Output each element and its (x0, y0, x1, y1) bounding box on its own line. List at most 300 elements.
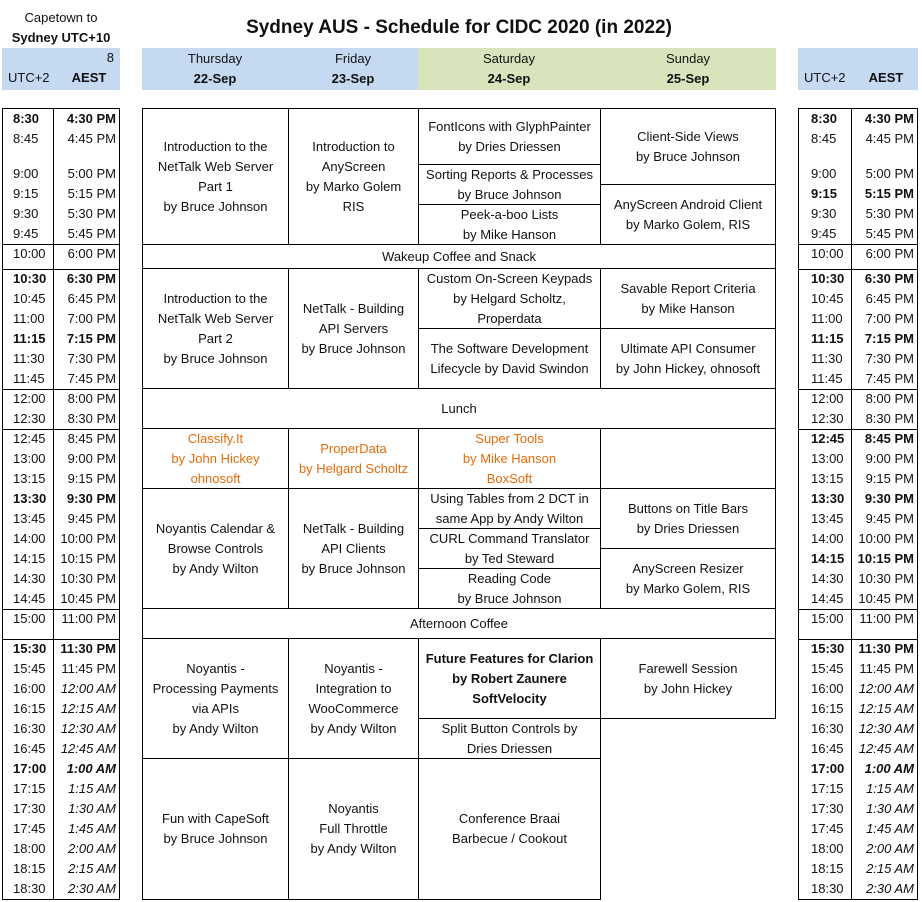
aest-time: 9:15 PM (865, 471, 914, 486)
utc-time: 17:15 (13, 781, 46, 796)
time-row (799, 819, 917, 839)
day-date: 22-Sep (193, 71, 237, 86)
utc-time: 9:00 (13, 166, 39, 181)
aest-time: 5:15 PM (67, 186, 116, 201)
time-row (3, 739, 119, 759)
session-card: Buttons on Title Bars by Dries Driessen (600, 488, 776, 549)
time-row (799, 639, 917, 659)
aest-time: 12:30 AM (60, 721, 116, 736)
aest-time: 2:15 AM (866, 861, 914, 876)
day-thursday (142, 49, 288, 89)
aest-time: 12:00 AM (60, 681, 116, 696)
time-row (799, 799, 917, 819)
utc-time: 14:30 (811, 571, 844, 586)
time-row (3, 449, 119, 469)
aest-time: 9:45 PM (865, 511, 914, 526)
utc-time: 12:00 (13, 391, 46, 406)
utc-time: 13:15 (13, 471, 46, 486)
time-separator (799, 639, 917, 640)
aest-time: 12:15 AM (858, 701, 914, 716)
utc-time: 15:45 (811, 661, 844, 676)
time-row (3, 759, 119, 779)
time-row (3, 309, 119, 329)
time-row (799, 469, 917, 489)
aest-time: 4:30 PM (864, 111, 914, 126)
time-row (799, 309, 917, 329)
time-row (799, 289, 917, 309)
time-row (3, 879, 119, 899)
time-row (799, 129, 917, 149)
time-row (799, 589, 917, 609)
time-separator (799, 244, 917, 245)
right-aest-label: AEST (868, 70, 904, 85)
session-card: Savable Report Criteria by Mike Hanson (600, 268, 776, 329)
aest-time: 9:15 PM (67, 471, 116, 486)
utc-time: 11:00 (13, 311, 45, 326)
aest-time: 1:30 AM (68, 801, 116, 816)
utc-time: 17:15 (811, 781, 844, 796)
time-row (3, 509, 119, 529)
aest-time: 6:30 PM (66, 271, 116, 286)
time-row (3, 529, 119, 549)
utc-time: 13:30 (13, 491, 47, 506)
time-row (3, 799, 119, 819)
utc-time: 18:00 (13, 841, 46, 856)
aest-time: 11:30 PM (60, 641, 116, 656)
utc-time: 18:15 (13, 861, 46, 876)
time-row (799, 409, 917, 429)
empty-slot (600, 428, 776, 489)
utc-time: 16:45 (811, 741, 844, 756)
left-time-column (2, 108, 120, 900)
aest-time: 5:30 PM (67, 206, 116, 221)
utc-time: 16:30 (811, 721, 844, 736)
utc-time: 18:00 (811, 841, 844, 856)
utc-time: 16:15 (13, 701, 46, 716)
aest-time: 8:00 PM (865, 391, 914, 406)
time-row (3, 699, 119, 719)
utc-time: 9:45 (13, 226, 39, 241)
utc-time: 12:30 (811, 411, 844, 426)
utc-time: 14:45 (13, 591, 46, 606)
session-card: Classify.It by John Hickey ohnosoft (142, 428, 289, 489)
aest-time: 10:00 PM (858, 531, 914, 546)
time-row (3, 429, 119, 449)
time-row (799, 164, 917, 184)
day-friday (288, 49, 418, 89)
utc-time: 11:15 (13, 331, 46, 346)
day-sunday (600, 49, 776, 89)
utc-time: 16:15 (811, 701, 844, 716)
session-card: Peek-a-boo Lists by Mike Hanson (418, 204, 601, 245)
time-divider (53, 109, 54, 899)
left-aest-label: AEST (71, 70, 107, 85)
time-row (3, 129, 119, 149)
aest-time: 6:30 PM (864, 271, 914, 286)
session-card: AnyScreen Android Client by Marko Golem, RIS (600, 184, 776, 245)
utc-time: 18:15 (811, 861, 844, 876)
time-row (3, 269, 119, 289)
time-row (799, 739, 917, 759)
time-row (799, 879, 917, 899)
utc-time: 9:30 (13, 206, 39, 221)
aest-time: 9:00 PM (67, 451, 116, 466)
time-row (799, 429, 917, 449)
time-row (3, 719, 119, 739)
utc-time: 17:00 (811, 761, 845, 776)
aest-time: 11:30 PM (858, 641, 914, 656)
utc-time: 17:00 (13, 761, 47, 776)
aest-time: 8:30 PM (67, 411, 116, 426)
utc-time: 17:45 (811, 821, 844, 836)
session-card: Conference Braai Barbecue / Cookout (418, 758, 601, 900)
time-separator (3, 609, 119, 610)
session-card: Introduction to the NetTalk Web Server Part 2 by Bruce Johnson (142, 268, 289, 389)
utc-time: 8:45 (13, 131, 39, 146)
time-row (3, 859, 119, 879)
session-card: Introduction to AnyScreen by Marko Golem RIS (288, 108, 419, 245)
time-row (799, 529, 917, 549)
time-row (799, 699, 917, 719)
aest-time: 2:00 AM (68, 841, 116, 856)
time-row (3, 549, 119, 569)
aest-time: 1:00 AM (864, 761, 914, 776)
aest-time: 2:15 AM (68, 861, 116, 876)
utc-time: 13:45 (13, 511, 46, 526)
aest-time: 11:00 PM (859, 611, 914, 626)
time-row (3, 589, 119, 609)
page-title: Sydney AUS - Schedule for CIDC 2020 (in 2022) (246, 17, 672, 38)
right-time-column (798, 108, 918, 900)
utc-time: 15:45 (13, 661, 46, 676)
time-separator (799, 609, 917, 610)
utc-time: 16:45 (13, 741, 46, 756)
time-separator (799, 429, 917, 430)
utc-time: 16:00 (13, 681, 46, 696)
aest-time: 5:00 PM (865, 166, 914, 181)
utc-time: 10:00 (811, 246, 844, 261)
time-row (3, 409, 119, 429)
time-separator (3, 244, 119, 245)
utc-time: 11:45 (811, 371, 843, 386)
day-name: Sunday (665, 51, 711, 66)
break-bar: Afternoon Coffee (142, 608, 776, 639)
session-card: Fun with CapeSoft by Bruce Johnson (142, 758, 289, 900)
time-divider (851, 109, 852, 899)
session-card: Noyantis Calendar & Browse Controls by Andy Wilton (142, 488, 289, 609)
aest-time: 6:45 PM (865, 291, 914, 306)
session-card: Noyantis - Integration to WooCommerce by Andy Wilton (288, 638, 419, 759)
aest-time: 5:15 PM (864, 186, 914, 201)
time-row (3, 389, 119, 409)
time-row (799, 449, 917, 469)
utc-time: 8:30 (811, 111, 838, 126)
time-separator (799, 269, 917, 270)
time-separator (3, 389, 119, 390)
aest-time: 8:45 PM (864, 431, 914, 446)
time-row (799, 719, 917, 739)
offset-label: 8 (106, 50, 114, 65)
time-row (799, 549, 917, 569)
time-row (799, 329, 917, 349)
time-row (799, 224, 917, 244)
utc-time: 12:30 (13, 411, 46, 426)
time-row (3, 679, 119, 699)
session-card: Split Button Controls by Dries Driessen (418, 718, 601, 759)
time-row (799, 269, 917, 289)
aest-time: 2:00 AM (866, 841, 914, 856)
aest-time: 2:30 AM (866, 881, 914, 896)
aest-time: 9:30 PM (864, 491, 914, 506)
utc-time: 9:15 (811, 186, 838, 201)
session-card: Ultimate API Consumer by John Hickey, ohnosoft (600, 328, 776, 389)
aest-time: 7:15 PM (864, 331, 914, 346)
aest-time: 5:45 PM (67, 226, 116, 241)
utc-time: 15:30 (811, 641, 845, 656)
session-card: Sorting Reports & Processes by Bruce Johnson (418, 164, 601, 205)
aest-time: 10:15 PM (60, 551, 116, 566)
utc-time: 10:30 (13, 271, 47, 286)
time-row (799, 779, 917, 799)
aest-time: 1:30 AM (866, 801, 914, 816)
time-row (3, 329, 119, 349)
utc-time: 10:45 (811, 291, 844, 306)
aest-time: 12:45 AM (60, 741, 116, 756)
session-card: Custom On-Screen Keypads by Helgard Scholtz, Properdata (418, 268, 601, 329)
aest-time: 7:15 PM (66, 331, 116, 346)
time-row (799, 509, 917, 529)
aest-time: 12:15 AM (60, 701, 116, 716)
utc-time: 11:15 (811, 331, 844, 346)
utc-time: 13:00 (811, 451, 844, 466)
time-row (3, 779, 119, 799)
utc-time: 9:30 (811, 206, 837, 221)
utc-time: 8:45 (811, 131, 837, 146)
sydney-label: Sydney UTC+10 (11, 30, 111, 45)
utc-time: 14:00 (811, 531, 844, 546)
aest-time: 8:45 PM (67, 431, 116, 446)
utc-time: 15:30 (13, 641, 47, 656)
session-card: NetTalk - Building API Clients by Bruce Johnson (288, 488, 419, 609)
break-bar: Wakeup Coffee and Snack (142, 244, 776, 269)
utc-time: 14:00 (13, 531, 46, 546)
aest-time: 9:00 PM (865, 451, 914, 466)
aest-time: 12:00 AM (858, 681, 914, 696)
utc-time: 15:00 (811, 611, 844, 626)
utc-time: 17:30 (811, 801, 844, 816)
aest-time: 4:45 PM (865, 131, 914, 146)
time-row (799, 859, 917, 879)
utc-time: 9:15 (13, 186, 39, 201)
aest-time: 6:00 PM (865, 246, 914, 261)
utc-time: 17:30 (13, 801, 46, 816)
aest-time: 11:45 PM (61, 661, 116, 676)
session-card: Noyantis Full Throttle by Andy Wilton (288, 758, 419, 900)
aest-time: 5:45 PM (865, 226, 914, 241)
time-row (3, 164, 119, 184)
day-name: Friday (334, 51, 372, 66)
utc-time: 12:45 (811, 431, 845, 446)
utc-time: 9:45 (811, 226, 837, 241)
utc-time: 14:30 (13, 571, 46, 586)
utc-time: 13:30 (811, 491, 845, 506)
aest-time: 8:30 PM (865, 411, 914, 426)
aest-time: 2:30 AM (68, 881, 116, 896)
time-row (799, 389, 917, 409)
aest-time: 10:00 PM (60, 531, 116, 546)
aest-time: 4:45 PM (67, 131, 116, 146)
aest-time: 12:30 AM (858, 721, 914, 736)
time-row (3, 839, 119, 859)
aest-time: 1:45 AM (866, 821, 914, 836)
day-date: 25-Sep (666, 71, 710, 86)
time-row (3, 369, 119, 389)
utc-time: 14:15 (13, 551, 46, 566)
session-card: Using Tables from 2 DCT in same App by Andy Wilton (418, 488, 601, 529)
session-card: AnyScreen Resizer by Marko Golem, RIS (600, 548, 776, 609)
time-row (3, 224, 119, 244)
day-date: 23-Sep (331, 71, 375, 86)
time-row (799, 489, 917, 509)
utc-time: 11:30 (811, 351, 843, 366)
utc-time: 14:45 (811, 591, 844, 606)
session-card: FontIcons with GlyphPainter by Dries Driessen (418, 108, 601, 165)
utc-time: 17:45 (13, 821, 46, 836)
lunch-bar: Lunch (142, 388, 776, 429)
utc-time: 11:30 (13, 351, 45, 366)
utc-time: 15:00 (13, 611, 46, 626)
time-row (3, 349, 119, 369)
time-row (799, 369, 917, 389)
utc-time: 10:45 (13, 291, 46, 306)
time-row (799, 759, 917, 779)
aest-time: 6:45 PM (67, 291, 116, 306)
aest-time: 4:30 PM (66, 111, 116, 126)
aest-time: 10:30 PM (858, 571, 914, 586)
aest-time: 10:15 PM (857, 551, 914, 566)
time-row (3, 184, 119, 204)
aest-time: 1:15 AM (866, 781, 914, 796)
aest-time: 11:00 PM (61, 611, 116, 626)
utc-time: 13:00 (13, 451, 46, 466)
day-date: 24-Sep (487, 71, 531, 86)
session-card: NetTalk - Building API Servers by Bruce Johnson (288, 268, 419, 389)
utc-time: 10:00 (13, 246, 46, 261)
time-row (3, 289, 119, 309)
capetown-label: Capetown to (24, 10, 98, 25)
time-row (799, 184, 917, 204)
time-row (799, 839, 917, 859)
utc-time: 11:45 (13, 371, 45, 386)
aest-time: 5:30 PM (865, 206, 914, 221)
aest-time: 10:30 PM (60, 571, 116, 586)
session-card: ProperData by Helgard Scholtz (288, 428, 419, 489)
session-card: Introduction to the NetTalk Web Server Part 1 by Bruce Johnson (142, 108, 289, 245)
time-row (3, 244, 119, 264)
aest-time: 7:30 PM (865, 351, 914, 366)
utc-time: 11:00 (811, 311, 843, 326)
aest-time: 7:00 PM (67, 311, 116, 326)
day-saturday (418, 49, 600, 89)
aest-time: 12:45 AM (858, 741, 914, 756)
time-separator (799, 389, 917, 390)
session-card: Noyantis - Processing Payments via APIs by Andy Wilton (142, 638, 289, 759)
time-row (799, 659, 917, 679)
time-row (3, 609, 119, 629)
aest-time: 9:45 PM (67, 511, 116, 526)
right-utc-label: UTC+2 (804, 70, 846, 85)
utc-time: 9:00 (811, 166, 837, 181)
day-name: Thursday (187, 51, 243, 66)
session-card: The Software Development Lifecycle by David Swindon (418, 328, 601, 389)
time-row (3, 109, 119, 129)
aest-time: 1:45 AM (68, 821, 116, 836)
aest-time: 1:00 AM (66, 761, 116, 776)
session-card: Future Features for Clarion by Robert Zaunere SoftVelocity (418, 638, 601, 719)
time-row (3, 659, 119, 679)
utc-time: 13:15 (811, 471, 844, 486)
time-separator (3, 639, 119, 640)
day-name: Saturday (482, 51, 536, 66)
schedule-grid (142, 108, 776, 900)
utc-time: 10:30 (811, 271, 845, 286)
time-row (3, 469, 119, 489)
time-row (3, 569, 119, 589)
time-row (3, 639, 119, 659)
aest-time: 7:45 PM (67, 371, 116, 386)
utc-time: 12:45 (13, 431, 46, 446)
utc-time: 13:45 (811, 511, 844, 526)
time-row (799, 569, 917, 589)
left-utc-label: UTC+2 (8, 70, 50, 85)
utc-time: 14:15 (811, 551, 845, 566)
utc-time: 16:00 (811, 681, 844, 696)
aest-time: 10:45 PM (858, 591, 914, 606)
aest-time: 11:45 PM (859, 661, 914, 676)
aest-time: 10:45 PM (60, 591, 116, 606)
time-row (3, 204, 119, 224)
aest-time: 5:00 PM (67, 166, 116, 181)
time-row (799, 244, 917, 264)
time-separator (3, 269, 119, 270)
utc-time: 8:30 (13, 111, 40, 126)
session-card: CURL Command Translator by Ted Steward (418, 528, 601, 569)
time-row (3, 489, 119, 509)
time-row (799, 349, 917, 369)
utc-time: 12:00 (811, 391, 844, 406)
session-card: Reading Code by Bruce Johnson (418, 568, 601, 609)
time-row (799, 109, 917, 129)
time-separator (3, 429, 119, 430)
session-card: Farewell Session by John Hickey (600, 638, 776, 719)
session-card: Client-Side Views by Bruce Johnson (600, 108, 776, 185)
session-card: Super Tools by Mike Hanson BoxSoft (418, 428, 601, 489)
aest-time: 7:45 PM (865, 371, 914, 386)
time-row (799, 679, 917, 699)
aest-time: 7:00 PM (865, 311, 914, 326)
aest-time: 1:15 AM (68, 781, 116, 796)
utc-time: 18:30 (811, 881, 844, 896)
aest-time: 6:00 PM (67, 246, 116, 261)
time-row (799, 204, 917, 224)
utc-time: 18:30 (13, 881, 46, 896)
aest-time: 7:30 PM (67, 351, 116, 366)
aest-time: 8:00 PM (67, 391, 116, 406)
time-row (799, 609, 917, 629)
utc-time: 16:30 (13, 721, 46, 736)
aest-time: 9:30 PM (66, 491, 116, 506)
time-row (3, 819, 119, 839)
